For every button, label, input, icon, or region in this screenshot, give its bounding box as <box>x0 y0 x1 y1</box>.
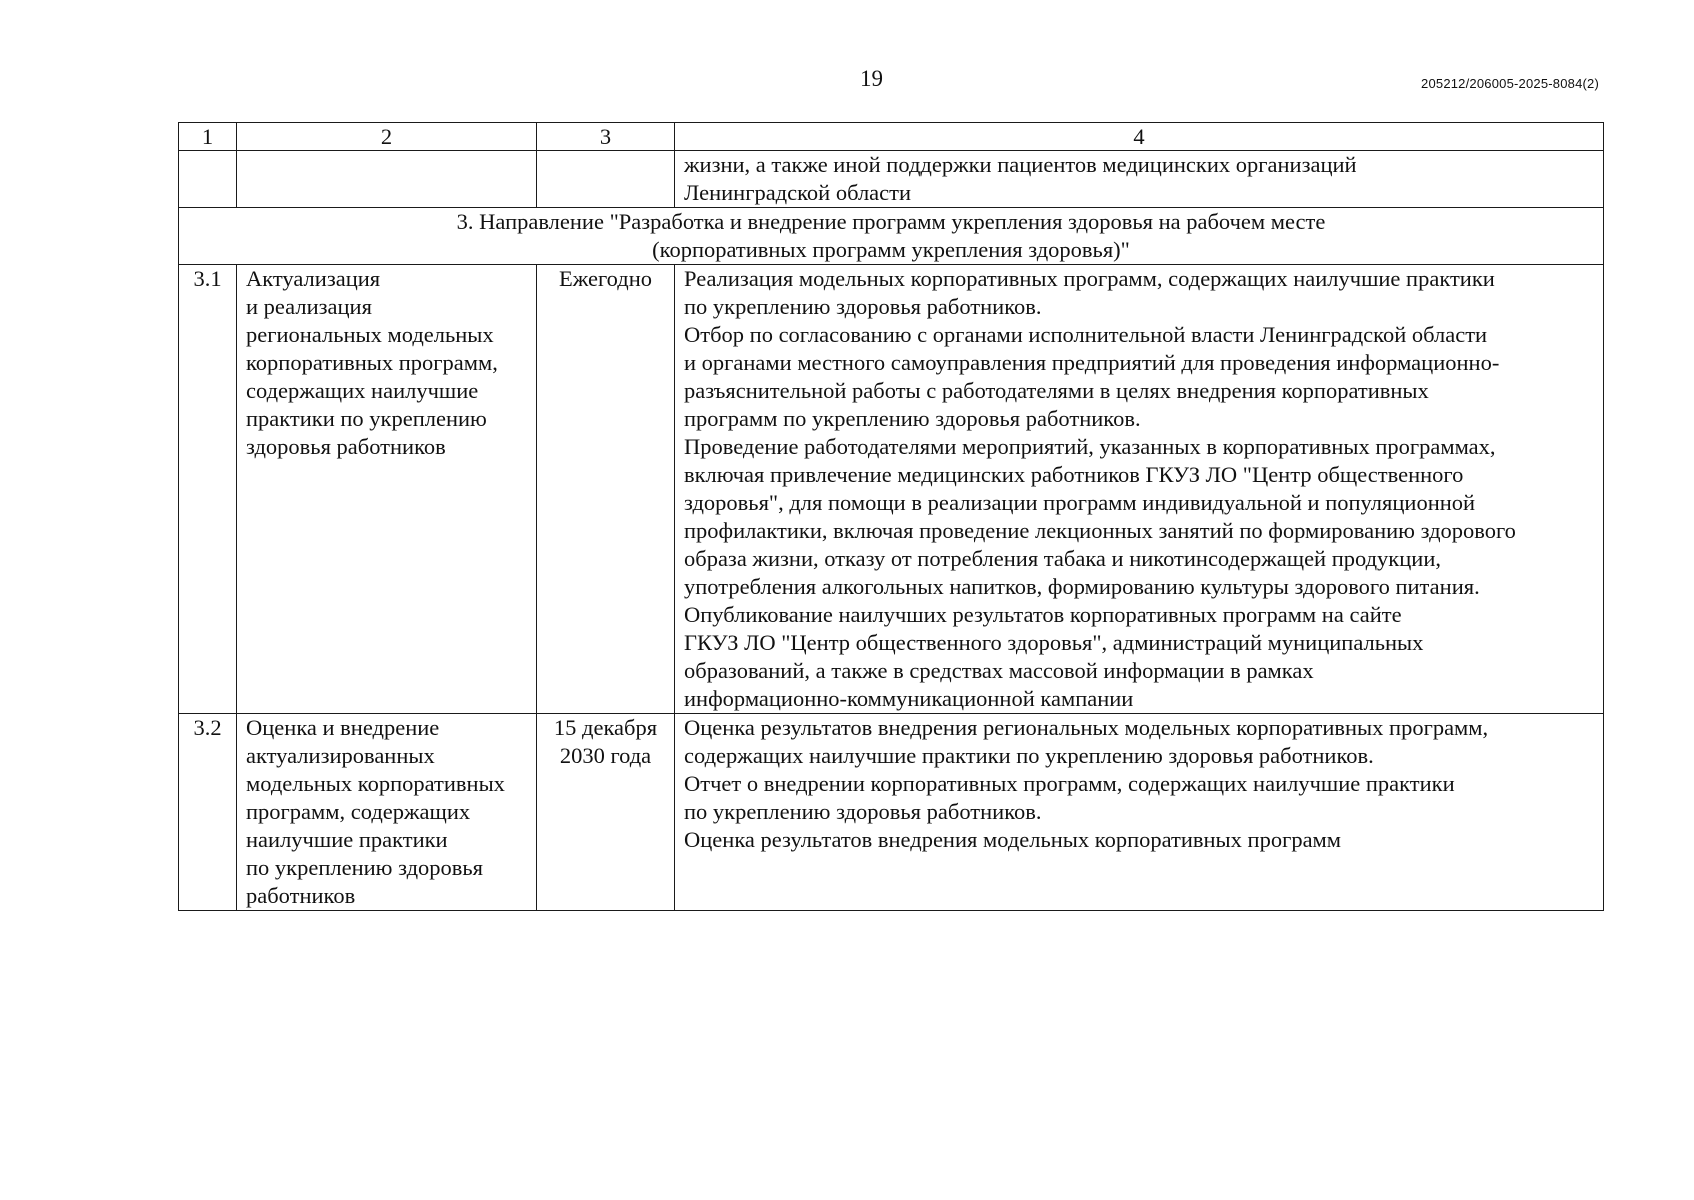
measure-name-line: работников <box>246 883 356 908</box>
measure-name-cell <box>237 714 537 911</box>
result-line: образа жизни, отказу от потребления табака и никотинсодержащей продукции, <box>684 546 1441 571</box>
measure-name-line: Оценка и внедрение <box>246 715 440 740</box>
deadline-line: Ежегодно <box>559 266 652 291</box>
result-line: образований, а также в средствах массовой информации в рамках <box>684 658 1314 683</box>
deadline-cell <box>537 714 675 911</box>
row-number: 3.1 <box>179 265 237 714</box>
result-line: Отчет о внедрении корпоративных программ, содержащих наилучшие практики <box>684 771 1455 796</box>
column-header-2: 2 <box>237 123 537 151</box>
result-line: включая привлечение медицинских работников ГКУЗ ЛО "Центр общественного <box>684 462 1464 487</box>
result-line: ГКУЗ ЛО "Центр общественного здоровья", администраций муниципальных <box>684 630 1424 655</box>
result-line: Реализация модельных корпоративных программ, содержащих наилучшие практики <box>684 266 1495 291</box>
result-line: программ по укреплению здоровья работников. <box>684 406 1141 431</box>
row-number: 3.2 <box>179 714 237 911</box>
result-line: Проведение работодателями мероприятий, указанных в корпоративных программах, <box>684 434 1496 459</box>
measure-name-line: здоровья работников <box>246 434 446 459</box>
measure-name-line: региональных модельных <box>246 322 494 347</box>
measure-name-line: наилучшие практики <box>246 827 448 852</box>
measure-name-line: содержащих наилучшие <box>246 378 479 403</box>
section-heading-line: (корпоративных программ укрепления здоровья)" <box>652 237 1130 262</box>
continuation-num-cell <box>179 151 237 208</box>
result-line: Ленинградской области <box>684 180 912 205</box>
result-line: содержащих наилучшие практики по укреплению здоровья работников. <box>684 743 1374 768</box>
result-line: разъяснительной работы с работодателями в целях внедрения корпоративных <box>684 378 1429 403</box>
document-reference: 205212/206005-2025-8084(2) <box>1421 76 1599 91</box>
table-row <box>179 714 1604 911</box>
continuation-result-cell <box>675 151 1604 208</box>
plan-table <box>178 122 1604 911</box>
result-line: употребления алкогольных напитков, формированию культуры здорового питания. <box>684 574 1480 599</box>
result-line: профилактики, включая проведение лекционных занятий по формированию здорового <box>684 518 1516 543</box>
table-row <box>179 265 1604 714</box>
section-heading <box>179 208 1604 265</box>
measure-name-line: и реализация <box>246 294 372 319</box>
page-number: 19 <box>860 66 883 91</box>
result-line: жизни, а также иной поддержки пациентов медицинских организаций <box>684 152 1357 177</box>
result-line: информационно-коммуникационной кампании <box>684 686 1134 711</box>
measure-name-line: модельных корпоративных <box>246 771 505 796</box>
result-line: Отбор по согласованию с органами исполнительной власти Ленинградской области <box>684 322 1488 347</box>
measure-name-cell <box>237 265 537 714</box>
column-header-1: 1 <box>179 123 237 151</box>
result-line: здоровья", для помощи в реализации программ индивидуальной и популяционной <box>684 490 1476 515</box>
column-header-3: 3 <box>537 123 675 151</box>
measure-name-line: программ, содержащих <box>246 799 471 824</box>
section-heading-line: 3. Направление "Разработка и внедрение программ укрепления здоровья на рабочем месте <box>456 209 1326 234</box>
continuation-name-cell <box>237 151 537 208</box>
result-line: Оценка результатов внедрения региональных модельных корпоративных программ, <box>684 715 1489 740</box>
measure-name-line: Актуализация <box>246 266 381 291</box>
result-line: Оценка результатов внедрения модельных корпоративных программ <box>684 827 1342 852</box>
continuation-term-cell <box>537 151 675 208</box>
measure-name-line: корпоративных программ, <box>246 350 498 375</box>
result-line: и органами местного самоуправления предприятий для проведения информационно- <box>684 350 1500 375</box>
deadline-line: 2030 года <box>559 743 652 768</box>
section-heading-row <box>179 208 1604 265</box>
result-line: Опубликование наилучших результатов корпоративных программ на сайте <box>684 602 1402 627</box>
result-line: по укреплению здоровья работников. <box>684 799 1042 824</box>
result-cell <box>675 714 1604 911</box>
deadline-line: 15 декабря <box>553 715 658 740</box>
continuation-row <box>179 151 1604 208</box>
measure-name-line: актуализированных <box>246 743 435 768</box>
column-header-row <box>179 123 1604 151</box>
column-header-4: 4 <box>675 123 1604 151</box>
result-cell <box>675 265 1604 714</box>
result-line: по укреплению здоровья работников. <box>684 294 1042 319</box>
measure-name-line: по укреплению здоровья <box>246 855 484 880</box>
measure-name-line: практики по укреплению <box>246 406 487 431</box>
deadline-cell <box>537 265 675 714</box>
